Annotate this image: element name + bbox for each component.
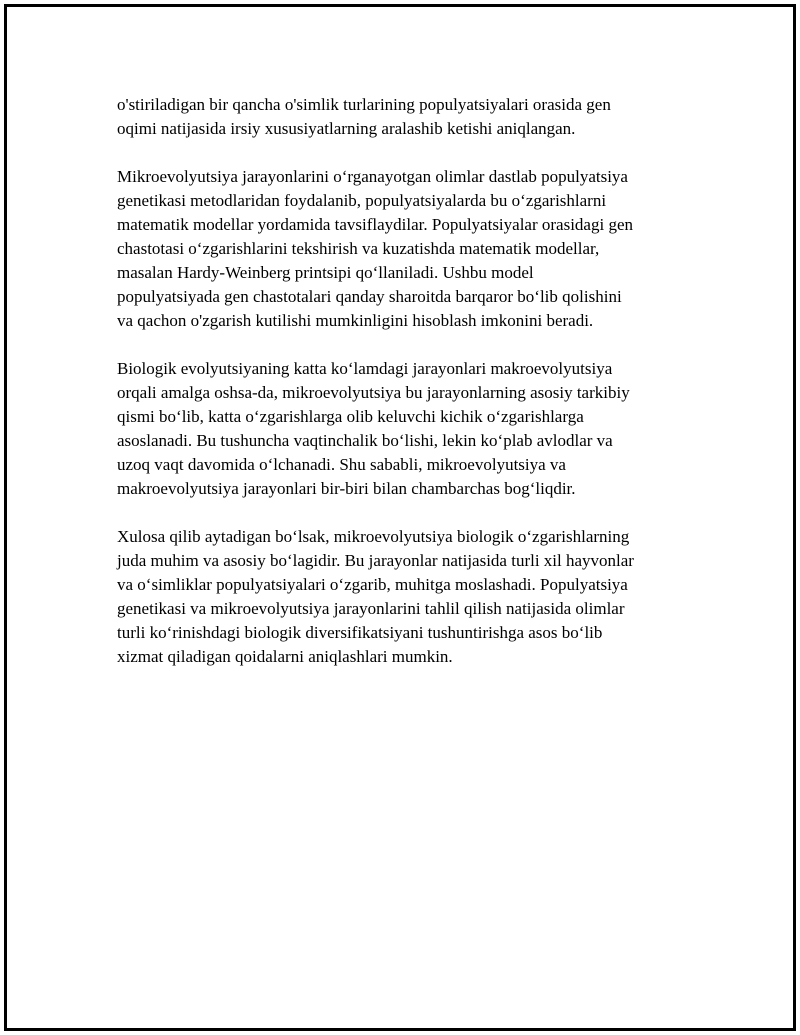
text-line: juda muhim va asosiy bo‘lagidir. Bu jarayonlar natijasida turli xil hayvonlar bbox=[117, 551, 634, 570]
text-line: genetikasi metodlaridan foydalanib, populyatsiyalarda bu o‘zgarishlarni bbox=[117, 191, 607, 210]
text-line: genetikasi va mikroevolyutsiya jarayonlarini tahlil qilish natijasida olimlar bbox=[117, 599, 625, 618]
text-line: oqimi natijasida irsiy xususiyatlarning aralashib ketishi aniqlangan. bbox=[117, 119, 576, 138]
text-line: Biologik evolyutsiyaning katta ko‘lamdagi jarayonlari makroevolyutsiya bbox=[117, 359, 613, 378]
text-line: makroevolyutsiya jarayonlari bir-biri bilan chambarchas bog‘liqdir. bbox=[117, 479, 576, 498]
text-line: qismi bo‘lib, katta o‘zgarishlarga olib keluvchi kichik o‘zgarishlarga bbox=[117, 407, 584, 426]
text-line: va qachon o'zgarish kutilishi mumkinligini hisoblash imkonini beradi. bbox=[117, 311, 594, 330]
text-line: turli ko‘rinishdagi biologik diversifikatsiyani tushuntirishga asos bo‘lib bbox=[117, 623, 603, 642]
text-line: va o‘simliklar populyatsiyalari o‘zgarib, muhitga moslashadi. Populyatsiya bbox=[117, 575, 628, 594]
paragraph bbox=[117, 525, 687, 669]
paragraph bbox=[117, 165, 687, 333]
text-line: asoslanadi. Bu tushuncha vaqtinchalik bo‘lishi, lekin ko‘plab avlodlar va bbox=[117, 431, 613, 450]
paragraph bbox=[117, 93, 687, 141]
text-line: Xulosa qilib aytadigan bo‘lsak, mikroevolyutsiya biologik o‘zgarishlarning bbox=[117, 527, 630, 546]
document-body bbox=[117, 93, 687, 693]
text-line: Mikroevolyutsiya jarayonlarini o‘rganayotgan olimlar dastlab populyatsiya bbox=[117, 167, 628, 186]
text-line: chastotasi o‘zgarishlarini tekshirish va kuzatishda matematik modellar, bbox=[117, 239, 600, 258]
text-line: xizmat qiladigan qoidalarni aniqlashlari mumkin. bbox=[117, 647, 453, 666]
text-line: o'stiriladigan bir qancha o'simlik turlarining populyatsiyalari orasida gen bbox=[117, 95, 611, 114]
paragraph bbox=[117, 357, 687, 501]
text-line: matematik modellar yordamida tavsiflaydilar. Populyatsiyalar orasidagi gen bbox=[117, 215, 633, 234]
text-line: masalan Hardy-Weinberg printsipi qo‘llaniladi. Ushbu model bbox=[117, 263, 534, 282]
text-line: populyatsiyada gen chastotalari qanday sharoitda barqaror bo‘lib qolishini bbox=[117, 287, 622, 306]
text-line: uzoq vaqt davomida o‘lchanadi. Shu sababli, mikroevolyutsiya va bbox=[117, 455, 566, 474]
text-line: orqali amalga oshsa-da, mikroevolyutsiya bu jarayonlarning asosiy tarkibiy bbox=[117, 383, 630, 402]
